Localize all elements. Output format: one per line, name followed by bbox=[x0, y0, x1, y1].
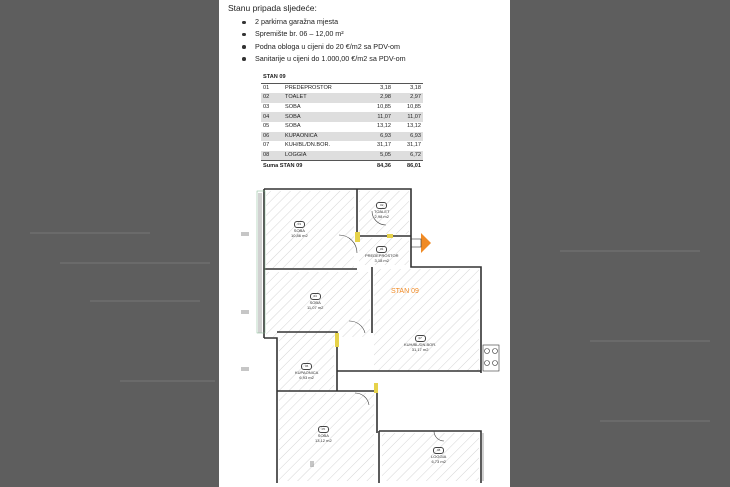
background-text-line bbox=[30, 232, 150, 234]
room-name: SOBA bbox=[317, 433, 329, 438]
net-area: 10,85 bbox=[377, 104, 391, 111]
room-number-bubble: 08 bbox=[433, 447, 444, 454]
room-number: 08 bbox=[261, 151, 283, 161]
gross-area: 13,12 bbox=[407, 123, 421, 130]
room-name: SOBA bbox=[285, 123, 301, 130]
gross-area: 31,17 bbox=[407, 142, 421, 149]
net-area: 13,12 bbox=[377, 123, 391, 130]
room-number: 02 bbox=[261, 93, 283, 103]
net-area: 6,93 bbox=[363, 132, 393, 142]
room-area: 13,12 m2 bbox=[315, 438, 332, 443]
room-area: 2,98 m2 bbox=[374, 214, 389, 219]
net-area: 3,18 bbox=[380, 84, 391, 91]
floor-plan bbox=[219, 183, 510, 487]
room-label bbox=[307, 293, 323, 310]
table-row bbox=[261, 93, 423, 103]
entrance-frame bbox=[411, 239, 421, 247]
gross-area: 6,93 bbox=[393, 132, 423, 142]
sum-gross-area: 86,01 bbox=[393, 161, 423, 171]
room-number-bubble: 01 bbox=[376, 246, 387, 253]
gross-area: 10,85 bbox=[407, 104, 421, 111]
room-number-bubble: 04 bbox=[310, 293, 321, 300]
floor-plan-drawing bbox=[219, 183, 510, 487]
list-item: Podna obloga u cijeni do 20 €/m2 sa PDV-om bbox=[242, 41, 406, 53]
background-text-line bbox=[590, 340, 710, 342]
room-name: PREDEPROSTOR bbox=[365, 253, 399, 258]
room-name: PREDEPROSTOR bbox=[285, 84, 332, 91]
entrance-arrow-icon bbox=[421, 233, 431, 253]
room-label bbox=[404, 335, 436, 352]
room-name: TOALET bbox=[283, 93, 363, 103]
room-label bbox=[291, 221, 308, 238]
table-sum-row bbox=[261, 161, 423, 171]
room-name: KUPAONICA bbox=[295, 370, 319, 375]
area-table bbox=[261, 73, 423, 171]
gross-area: 11,07 bbox=[393, 112, 423, 122]
background-text-line bbox=[600, 420, 710, 422]
room-name: TOALET bbox=[374, 209, 390, 214]
background-text-line bbox=[90, 300, 200, 302]
table-row bbox=[261, 132, 423, 142]
room-number-bubble: 05 bbox=[318, 426, 329, 433]
net-area: 2,98 bbox=[363, 93, 393, 103]
room-name: KUH/BL/DN.BOR. bbox=[404, 342, 437, 347]
room-name: LOGGIA bbox=[283, 151, 363, 161]
room-name: SOBA bbox=[309, 300, 321, 305]
room-name: SOBA bbox=[293, 228, 305, 233]
room-number: 05 bbox=[263, 123, 270, 130]
room-label bbox=[295, 363, 318, 380]
list-item: Spremište br. 06 – 12,00 m² bbox=[242, 28, 406, 40]
gross-area: 6,72 bbox=[393, 151, 423, 161]
room-number-bubble: 06 bbox=[301, 363, 312, 370]
room-label bbox=[374, 202, 390, 219]
sum-net-area: 84,36 bbox=[363, 161, 393, 171]
list-item: 2 parkirna garažna mjesta bbox=[242, 16, 406, 28]
gross-area: 2,97 bbox=[393, 93, 423, 103]
room-area: 3,18 m2 bbox=[374, 258, 389, 263]
stove-icon bbox=[483, 345, 499, 371]
room-number: 04 bbox=[261, 112, 283, 122]
room-label bbox=[431, 447, 446, 464]
room-number: 07 bbox=[263, 142, 270, 149]
table-row bbox=[261, 141, 423, 151]
table-header-row bbox=[261, 73, 423, 83]
room-name: SOBA bbox=[285, 104, 301, 111]
net-area: 5,05 bbox=[363, 151, 393, 161]
room-label bbox=[315, 426, 332, 443]
sum-label: Suma STAN 09 bbox=[261, 161, 363, 171]
room-kuhinja bbox=[374, 269, 479, 371]
background-text-line bbox=[60, 262, 210, 264]
room-area: 31,17 m2 bbox=[411, 347, 429, 352]
room-name: KUPAONICA bbox=[283, 132, 363, 142]
room-label bbox=[365, 246, 399, 263]
table-row bbox=[261, 122, 423, 132]
room-name: SOBA bbox=[283, 112, 363, 122]
room-number: 01 bbox=[263, 84, 270, 91]
room-number: 06 bbox=[261, 132, 283, 142]
room-kupaonica bbox=[279, 333, 334, 391]
room-name: KUH/BL/DN.BOR. bbox=[285, 142, 331, 149]
room-area: 6,93 m2 bbox=[299, 375, 314, 380]
room-number-bubble: 07 bbox=[415, 335, 426, 342]
table-row bbox=[261, 83, 423, 93]
room-number-bubble: 03 bbox=[294, 221, 305, 228]
background-text-line bbox=[120, 380, 215, 382]
apartment-label: STAN 09 bbox=[391, 288, 419, 295]
net-area: 11,07 bbox=[363, 112, 393, 122]
room-number: 03 bbox=[263, 104, 270, 111]
room-name: LOGGIA bbox=[431, 454, 447, 459]
background-text-line bbox=[560, 250, 700, 252]
table-row bbox=[261, 112, 423, 122]
table-title: STAN 09 bbox=[261, 73, 423, 83]
room-soba-03 bbox=[266, 191, 354, 268]
room-area: 6,73 m2 bbox=[431, 459, 446, 464]
room-area: 10,86 m2 bbox=[291, 233, 308, 238]
net-area: 31,17 bbox=[377, 142, 391, 149]
room-area: 11,07 m2 bbox=[307, 305, 324, 310]
amenities-list bbox=[242, 16, 406, 65]
list-item: Sanitarije u cijeni do 1.000,00 €/m2 sa PDV-om bbox=[242, 53, 406, 65]
table-row bbox=[261, 151, 423, 161]
table-row bbox=[261, 103, 423, 113]
intro-text: Stanu pripada sljedeće: bbox=[228, 3, 317, 13]
gross-area: 3,18 bbox=[410, 84, 421, 91]
document-page bbox=[219, 0, 510, 487]
room-number-bubble: 02 bbox=[376, 202, 387, 209]
